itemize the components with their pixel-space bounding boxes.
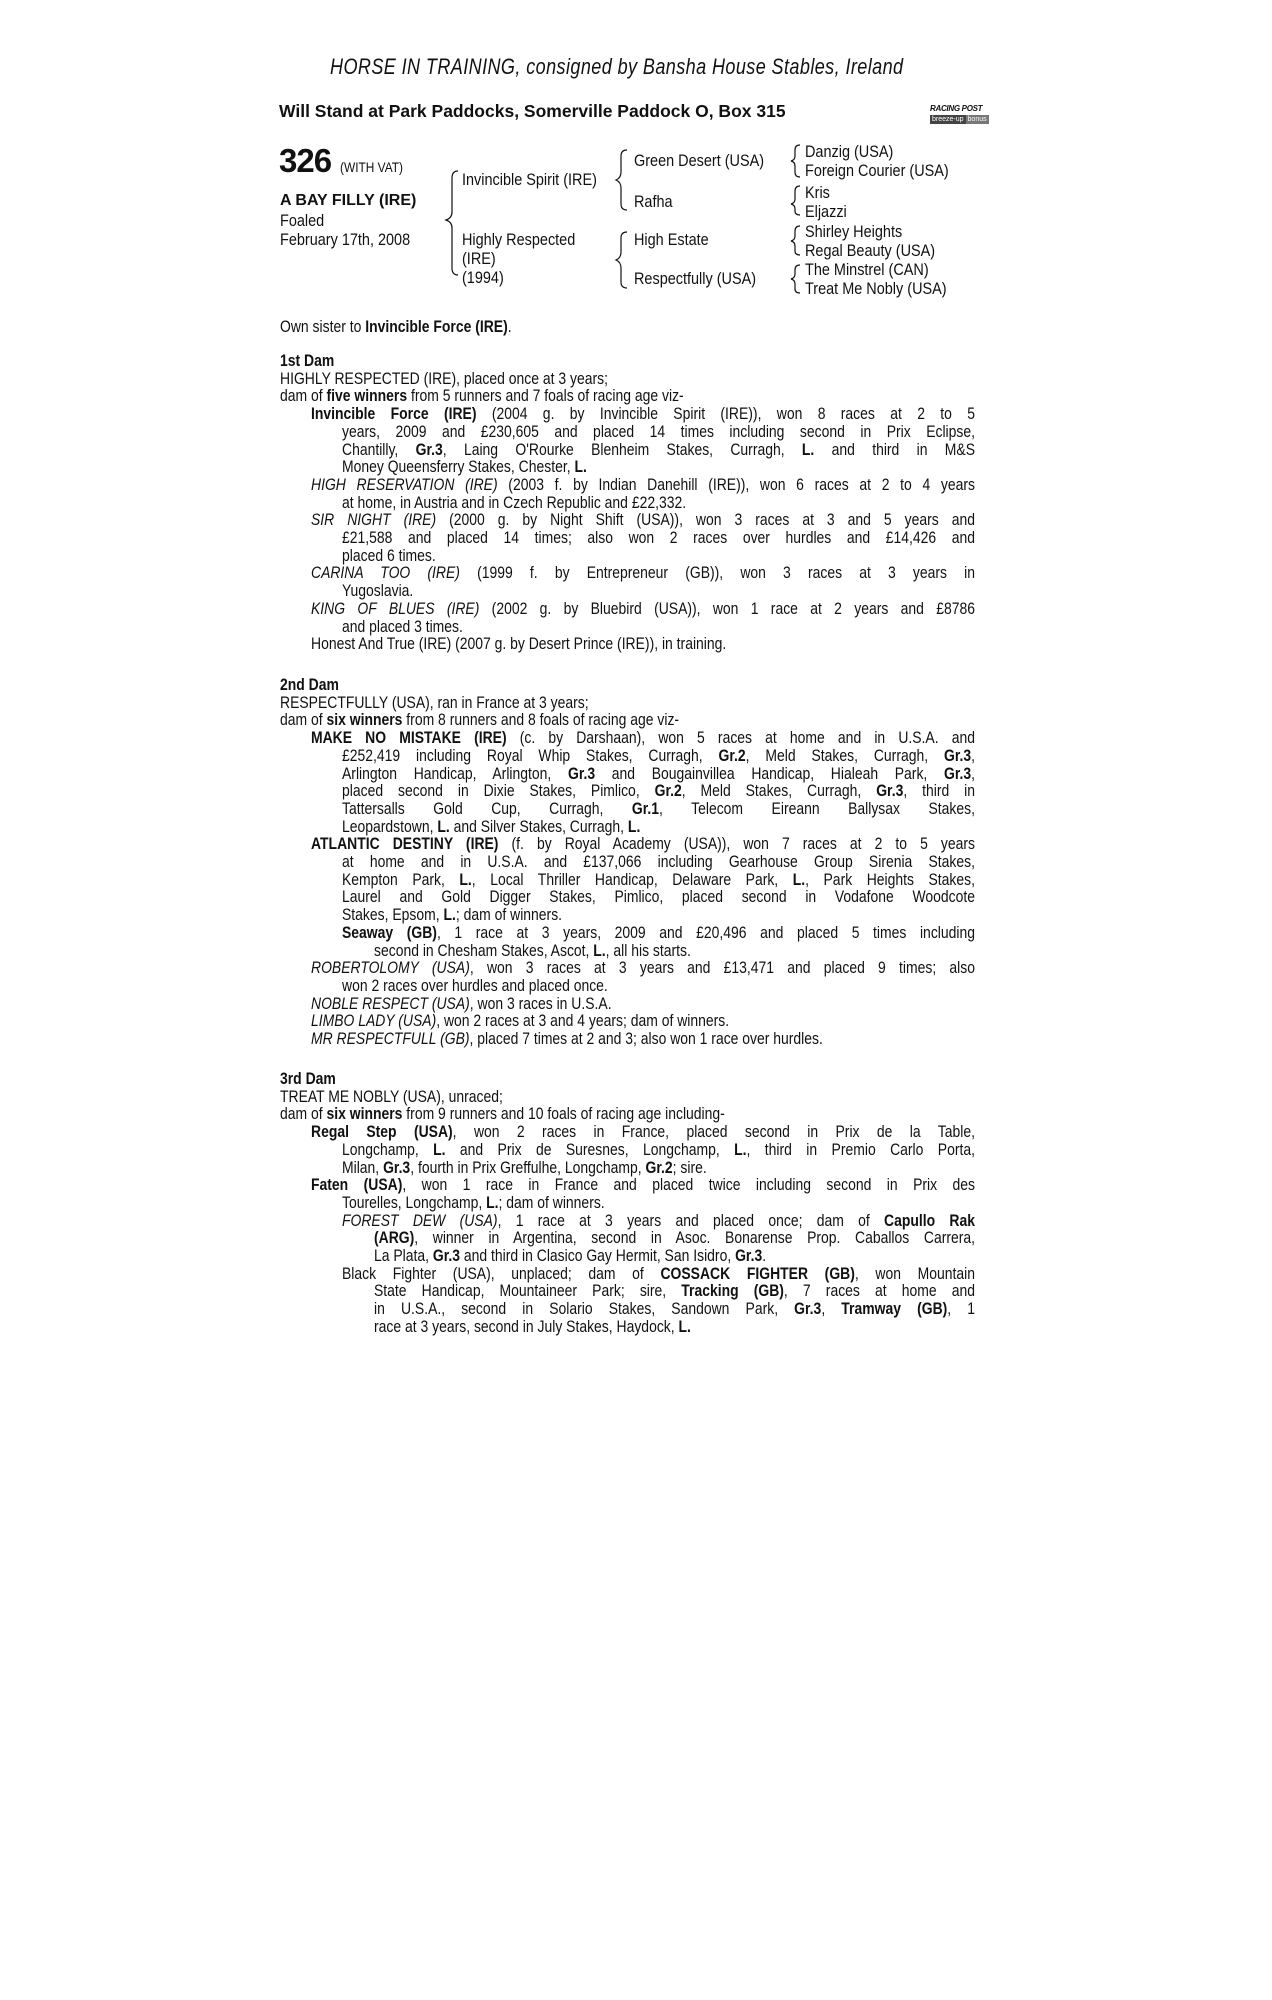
first_dam-line1: [280, 370, 608, 388]
second_dam-entry-0: [311, 729, 975, 747]
second_dam-entry-3-seg-4: , third in: [903, 781, 975, 801]
third_dam-entry-9-seg-1: Tracking (GB): [681, 1281, 784, 1301]
first_dam-entry-2: [342, 441, 975, 459]
second_dam-entry-15-seg-1: , won 3 races in U.S.A.: [469, 993, 612, 1013]
second_dam-entry-13-seg-1: , won 3 races at 3 years and £13,471 and placed 9 times; also: [469, 958, 976, 978]
pedigree-sire-dam: Rafha: [634, 192, 673, 211]
first_dam-entry-12: [342, 618, 463, 636]
second_dam-dam-of-seg-1: six winners: [326, 710, 403, 730]
third_dam-dam-of-seg-1: six winners: [326, 1104, 403, 1124]
second_dam-entry-5-seg-3: L.: [627, 816, 641, 836]
pedigree-sss: Danzig (USA): [805, 142, 894, 161]
second_dam-dam-of-seg-0: dam of: [280, 710, 327, 730]
third_dam-dam-of: [280, 1105, 725, 1123]
first_dam-entry-5-seg-0: at home, in Austria and in Czech Republic and £22,332.: [342, 492, 687, 512]
badge-right-text: bonus: [967, 116, 987, 123]
second_dam-entry-5-seg-1: L.: [437, 816, 450, 836]
second_dam-entry-11-seg-1: , 1 race at 3 years, 2009 and £20,496 and placed 5 times including: [436, 922, 976, 942]
third_dam-entry-4-seg-2: ; dam of winners.: [498, 1192, 605, 1212]
pedigree-ssd: Foreign Courier (USA): [805, 161, 949, 180]
stand-location: Will Stand at Park Paddocks, Somerville Paddock O, Box 315: [279, 101, 786, 121]
second_dam-entry-7: [342, 853, 975, 871]
second_dam-entry-6-seg-0: ATLANTIC DESTINY (IRE): [311, 834, 499, 854]
second_dam-entry-12-seg-0: second in Chesham Stakes, Ascot,: [374, 940, 594, 960]
first_dam-dam-of-seg-2: from 5 runners and 7 foals of racing age viz-: [407, 386, 684, 406]
vat-note: (WITH VAT): [339, 159, 403, 175]
third_dam-heading: 3rd Dam: [280, 1069, 336, 1088]
third_dam-entry-9-seg-0: State Handicap, Mountaineer Park; sire,: [374, 1281, 682, 1301]
third_dam-entry-6-seg-1: , winner in Argentina, second in Asoc. Bonarense Prop. Caballos Carrera,: [414, 1228, 975, 1248]
third_dam-entry-0: [311, 1123, 975, 1141]
second_dam-entry-1: [342, 747, 975, 765]
first_dam-entry-7: [342, 529, 975, 547]
first_dam-entry-10-seg-0: Yugoslavia.: [342, 581, 414, 601]
third_dam-entry-10: [374, 1300, 975, 1318]
third_dam-entry-7-seg-0: La Plata,: [374, 1246, 433, 1265]
second_dam-entry-3: [342, 782, 975, 800]
first_dam-entry-4-seg-1: (2003 f. by Indian Danehill (IRE)), won 6 races at 2 to 4 years: [497, 474, 975, 494]
second_dam-entry-4-seg-0: Tattersalls Gold Cup, Curragh,: [342, 798, 632, 818]
first_dam-entry-1-seg-0: years, 2009 and £230,605 and placed 14 times including second in Prix Eclipse,: [342, 421, 976, 441]
third_dam-entry-3: [311, 1176, 975, 1194]
third_dam-entry-6: [374, 1229, 975, 1247]
first_dam-entry-6-seg-1: (2000 g. by Night Shift (USA)), won 3 races at 3 and 5 years and: [436, 510, 976, 530]
third_dam-entry-7-seg-3: Gr.3: [735, 1246, 763, 1265]
first_dam-entry-4-seg-0: HIGH RESERVATION (IRE): [311, 474, 498, 494]
second_dam-entry-13-seg-0: ROBERTOLOMY (USA): [311, 958, 470, 978]
second_dam-entry-5-seg-2: and Silver Stakes, Curragh,: [449, 816, 628, 836]
pedigree-braces: [0, 0, 1272, 300]
lot-number: 326: [279, 142, 332, 179]
horse-name: A BAY FILLY (IRE): [280, 192, 417, 209]
second_dam-entry-3-seg-2: , Meld Stakes, Curragh,: [681, 781, 877, 801]
third_dam-entry-10-seg-2: ,: [821, 1299, 842, 1319]
first_dam-dam-of-seg-0: dam of: [280, 386, 327, 406]
first_dam-entry-3-seg-1: L.: [574, 457, 587, 477]
brace-dam: [616, 232, 627, 288]
second_dam-entry-8: [342, 871, 975, 889]
first_dam-line1-seg-0: HIGHLY RESPECTED (IRE), placed once at 3 years;: [280, 368, 608, 388]
second_dam-dam-of-seg-2: from 8 runners and 8 foals of racing age viz-: [402, 710, 680, 730]
second_dam-entry-0-seg-1: (c. by Darshaan), won 5 races at home and in U.S.A. and: [506, 728, 976, 748]
first_dam-entry-7-seg-0: £21,588 and placed 14 times; also won 2 races over hurdles and £14,426 and: [342, 528, 976, 547]
third_dam-entry-8-seg-1: COSSACK FIGHTER (GB): [660, 1263, 855, 1283]
second_dam-entry-12: [374, 942, 691, 960]
first_dam-entry-2-seg-0: Chantilly,: [342, 439, 416, 459]
second_dam-dam-of: [280, 711, 679, 729]
second_dam-entry-3-seg-1: Gr.2: [654, 781, 682, 801]
third_dam-entry-2-seg-0: Milan,: [342, 1157, 384, 1177]
first_dam-entry-0-seg-1: (2004 g. by Invincible Spirit (IRE)), won 8 races at 2 to 5: [476, 404, 976, 424]
second_dam-entry-1-seg-1: Gr.2: [718, 745, 746, 765]
pedigree-dds: The Minstrel (CAN): [805, 260, 929, 279]
badge-left-text: breeze-up: [932, 116, 964, 123]
third_dam-entry-4: [342, 1194, 605, 1212]
pedigree-dam-line2: (IRE): [462, 249, 496, 268]
pedigree-dam-dam: Respectfully (USA): [634, 269, 757, 288]
third_dam-entry-2-seg-3: Gr.2: [645, 1157, 673, 1177]
third_dam-entry-4-seg-0: Tourelles, Longchamp,: [342, 1192, 487, 1212]
third_dam-entry-8: [342, 1265, 975, 1283]
pedigree-sire: Invincible Spirit (IRE): [462, 170, 597, 189]
third_dam-entry-5-seg-2: Capullo Rak: [884, 1210, 976, 1230]
second_dam-entry-15: [311, 995, 612, 1013]
badge-top-text: RACING POST: [930, 104, 983, 113]
second_dam-entry-1-seg-3: Gr.3: [943, 745, 972, 765]
first_dam-entry-13-seg-0: Honest And True (IRE) (2007 g. by Desert Prince (IRE)), in training.: [311, 634, 727, 654]
first_dam-entry-9: [311, 564, 975, 582]
second_dam-entry-6: [311, 835, 975, 853]
own-sister-suffix: .: [507, 317, 512, 336]
third_dam-entry-7-seg-2: and third in Clasico Gay Hermit, San Isidro,: [460, 1246, 736, 1265]
second_dam-heading: 2nd Dam: [280, 675, 339, 694]
pedigree-dam-line1: Highly Respected: [462, 230, 576, 249]
second_dam-entry-16-seg-1: , won 2 races at 3 and 4 years; dam of winners.: [436, 1011, 730, 1031]
third_dam-dam-of-seg-0: dam of: [280, 1104, 327, 1124]
third_dam-entry-7-seg-1: Gr.3: [432, 1246, 461, 1265]
foaled-date: February 17th, 2008: [280, 230, 411, 249]
third_dam-entry-10-seg-4: , 1: [947, 1299, 976, 1319]
first_dam-entry-6-seg-0: SIR NIGHT (IRE): [311, 510, 437, 530]
second_dam-entry-5-seg-0: Leopardstown,: [342, 816, 438, 836]
second_dam-line1: [280, 694, 589, 712]
first_dam-entry-3-seg-0: Money Queensferry Stakes, Chester,: [342, 457, 575, 477]
first_dam-entry-9-seg-0: CARINA TOO (IRE): [311, 563, 460, 583]
first_dam-entry-2-seg-4: and third in M&S: [814, 439, 976, 459]
second_dam-entry-7-seg-0: at home and in U.S.A. and £137,066 including Gearhouse Group Sirenia Stakes,: [342, 852, 975, 871]
second_dam-entry-10: [342, 906, 562, 924]
second_dam-entry-2-seg-3: Gr.3: [943, 763, 972, 783]
third_dam-entry-10-seg-3: Tramway (GB): [841, 1299, 948, 1319]
own-sister-name: Invincible Force (IRE): [365, 317, 508, 336]
first_dam-entry-13: [311, 635, 726, 653]
third_dam-entry-11-seg-1: L.: [678, 1316, 691, 1336]
second_dam-entry-3-seg-3: Gr.3: [876, 781, 904, 801]
second_dam-entry-14: [342, 977, 608, 995]
own-sister-line: [280, 318, 512, 336]
second_dam-entry-11-seg-0: Seaway (GB): [342, 922, 437, 942]
third_dam-line1: [280, 1088, 503, 1106]
first_dam-entry-4: [311, 476, 975, 494]
third_dam-entry-7-seg-4: .: [762, 1246, 767, 1265]
second_dam-entry-9-seg-0: Laurel and Gold Digger Stakes, Pimlico, placed second in Vodafone Woodcote: [342, 887, 976, 907]
second_dam-entry-11: [342, 924, 975, 942]
brace-ss: [791, 145, 800, 177]
second_dam-entry-8-seg-4: , Park Heights Stakes,: [805, 869, 976, 889]
third_dam-entry-3-seg-0: Faten (USA): [311, 1175, 403, 1195]
first_dam-entry-0: [311, 405, 975, 423]
second_dam-entry-2-seg-2: and Bougainvillea Handicap, Hialeah Park,: [595, 763, 944, 783]
second_dam-entry-17-seg-0: MR RESPECTFULL (GB): [311, 1029, 470, 1048]
third_dam-entry-1-seg-2: and Prix de Suresnes, Longchamp,: [445, 1139, 735, 1159]
first_dam-entry-11-seg-1: (2002 g. by Bluebird (USA)), won 1 race at 2 years and £8786: [479, 598, 975, 618]
second_dam-entry-4-seg-1: Gr.1: [631, 798, 660, 818]
second_dam-entry-0-seg-0: MAKE NO MISTAKE (IRE): [311, 728, 507, 748]
second_dam-entry-16-seg-0: LIMBO LADY (USA): [311, 1011, 437, 1031]
third_dam-entry-5-seg-0: FOREST DEW (USA): [342, 1210, 498, 1230]
first_dam-entry-5: [342, 494, 686, 512]
second_dam-entry-2-seg-4: ,: [971, 763, 976, 783]
second_dam-entry-8-seg-1: L.: [459, 869, 472, 889]
second_dam-entry-10-seg-0: Stakes, Epsom,: [342, 905, 444, 925]
first_dam-dam-of: [280, 387, 684, 405]
first_dam-entry-1: [342, 423, 975, 441]
second_dam-entry-10-seg-2: ; dam of winners.: [455, 905, 563, 925]
first_dam-entry-11-seg-0: KING OF BLUES (IRE): [311, 598, 480, 618]
second_dam-entry-12-seg-1: L.: [593, 940, 606, 960]
third_dam-entry-0-seg-0: Regal Step (USA): [311, 1122, 453, 1142]
second_dam-entry-13: [311, 959, 975, 977]
third_dam-entry-1-seg-4: , third in Premio Carlo Porta,: [746, 1139, 976, 1159]
second_dam-entry-3-seg-0: placed second in Dixie Stakes, Pimlico,: [342, 781, 655, 801]
second_dam-entry-15-seg-0: NOBLE RESPECT (USA): [311, 993, 470, 1013]
third_dam-entry-11-seg-0: race at 3 years, second in July Stakes, Haydock,: [374, 1316, 679, 1336]
own-sister-prefix: Own sister to: [280, 317, 366, 336]
pedigree-dsd: Regal Beauty (USA): [805, 241, 936, 260]
first_dam-entry-12-seg-0: and placed 3 times.: [342, 616, 463, 636]
third_dam-entry-10-seg-0: in U.S.A., second in Solario Stakes, Sandown Park,: [374, 1299, 795, 1319]
first_dam-heading: 1st Dam: [280, 351, 335, 370]
third_dam-entry-7: [374, 1247, 766, 1265]
second_dam-entry-8-seg-0: Kempton Park,: [342, 869, 460, 889]
second_dam-entry-1-seg-2: , Meld Stakes, Curragh,: [745, 745, 944, 765]
second_dam-entry-17-seg-1: , placed 7 times at 2 and 3; also won 1 race over hurdles.: [469, 1029, 823, 1048]
third_dam-entry-1-seg-1: L.: [433, 1139, 446, 1159]
first_dam-entry-0-seg-0: Invincible Force (IRE): [311, 404, 477, 424]
second_dam-entry-2-seg-0: Arlington Handicap, Arlington,: [342, 763, 568, 783]
pedigree-sds: Kris: [805, 183, 830, 202]
second_dam-entry-14-seg-0: won 2 races over hurdles and placed once.: [342, 975, 608, 995]
first_dam-entry-9-seg-1: (1999 f. by Entrepreneur (GB)), won 3 races at 3 years in: [459, 563, 976, 583]
pedigree-dam-sire: High Estate: [634, 230, 709, 249]
pedigree-dam-line3: (1994): [462, 268, 504, 287]
first_dam-entry-2-seg-1: Gr.3: [415, 439, 443, 459]
third_dam-entry-5: [342, 1212, 975, 1230]
third_dam-line1-seg-0: TREAT ME NOBLY (USA), unraced;: [280, 1086, 503, 1106]
brace-ds: [791, 226, 800, 255]
brace-sire: [616, 150, 627, 210]
consignment-title: HORSE IN TRAINING, consigned by Bansha House Stables, Ireland: [330, 54, 904, 79]
third_dam-entry-2-seg-1: Gr.3: [383, 1157, 411, 1177]
pedigree-sdd: Eljazzi: [805, 202, 847, 221]
first_dam-entry-3: [342, 458, 587, 476]
first_dam-entry-6: [311, 511, 975, 529]
second_dam-entry-12-seg-2: , all his starts.: [605, 940, 691, 960]
first_dam-entry-2-seg-2: , Laing O'Rourke Blenheim Stakes, Curragh,: [442, 439, 802, 459]
second_dam-entry-6-seg-1: (f. by Royal Academy (USA)), won 7 races at 2 to 5 years: [498, 834, 976, 854]
third_dam-entry-4-seg-1: L.: [486, 1192, 499, 1212]
third_dam-entry-0-seg-1: , won 2 races in France, placed second in Prix de la Table,: [452, 1122, 975, 1142]
first_dam-entry-11: [311, 600, 975, 618]
second_dam-entry-5: [342, 818, 640, 836]
pedigree-ddd: Treat Me Nobly (USA): [805, 279, 947, 298]
third_dam-entry-1-seg-3: L.: [734, 1139, 747, 1159]
first_dam-entry-10: [342, 582, 413, 600]
second_dam-entry-2: [342, 765, 975, 783]
second_dam-entry-4: [342, 800, 975, 818]
brace-dd: [791, 265, 800, 293]
second_dam-entry-9: [342, 888, 975, 906]
third_dam-entry-1-seg-0: Longchamp,: [342, 1139, 434, 1159]
third_dam-entry-2-seg-2: , fourth in Prix Greffulhe, Longchamp,: [410, 1157, 646, 1177]
third_dam-entry-1: [342, 1141, 975, 1159]
second_dam-entry-2-seg-1: Gr.3: [567, 763, 596, 783]
third_dam-entry-5-seg-1: , 1 race at 3 years and placed once; dam of: [497, 1210, 885, 1230]
first_dam-dam-of-seg-1: five winners: [326, 386, 408, 406]
pedigree-dss: Shirley Heights: [805, 222, 903, 241]
third_dam-dam-of-seg-2: from 9 runners and 10 foals of racing age including-: [402, 1104, 725, 1124]
second_dam-entry-16: [311, 1012, 729, 1030]
second_dam-entry-17: [311, 1030, 823, 1048]
second_dam-entry-8-seg-3: L.: [792, 869, 806, 889]
second_dam-entry-1-seg-0: £252,419 including Royal Whip Stakes, Curragh,: [342, 745, 719, 765]
third_dam-entry-8-seg-2: , won Mountain: [854, 1263, 975, 1283]
third_dam-entry-6-seg-0: (ARG): [374, 1228, 415, 1248]
third_dam-entry-9: [374, 1282, 975, 1300]
second_dam-line1-seg-0: RESPECTFULLY (USA), ran in France at 3 years;: [280, 692, 589, 712]
brace-sd: [791, 186, 800, 215]
second_dam-entry-4-seg-2: , Telecom Eireann Ballysax Stakes,: [659, 798, 976, 818]
second_dam-entry-1-seg-4: ,: [971, 745, 976, 765]
second_dam-entry-8-seg-2: , Local Thriller Handicap, Delaware Park,: [471, 869, 793, 889]
third_dam-entry-10-seg-1: Gr.3: [794, 1299, 822, 1319]
first_dam-entry-2-seg-3: L.: [801, 439, 815, 459]
third_dam-entry-3-seg-1: , won 1 race in France and placed twice including second in Prix des: [402, 1175, 976, 1195]
pedigree-sire-sire: Green Desert (USA): [634, 151, 765, 170]
third_dam-entry-9-seg-2: , 7 races at home and: [783, 1281, 975, 1301]
first_dam-entry-8: [342, 547, 436, 565]
second_dam-entry-10-seg-1: L.: [443, 905, 456, 925]
third_dam-entry-2: [342, 1159, 707, 1177]
brace-main: [446, 171, 458, 275]
foaled-label: Foaled: [280, 211, 325, 230]
first_dam-entry-8-seg-0: placed 6 times.: [342, 545, 436, 565]
third_dam-entry-11: [374, 1318, 691, 1336]
third_dam-entry-8-seg-0: Black Fighter (USA), unplaced; dam of: [342, 1263, 661, 1283]
third_dam-entry-2-seg-4: ; sire.: [672, 1157, 707, 1177]
